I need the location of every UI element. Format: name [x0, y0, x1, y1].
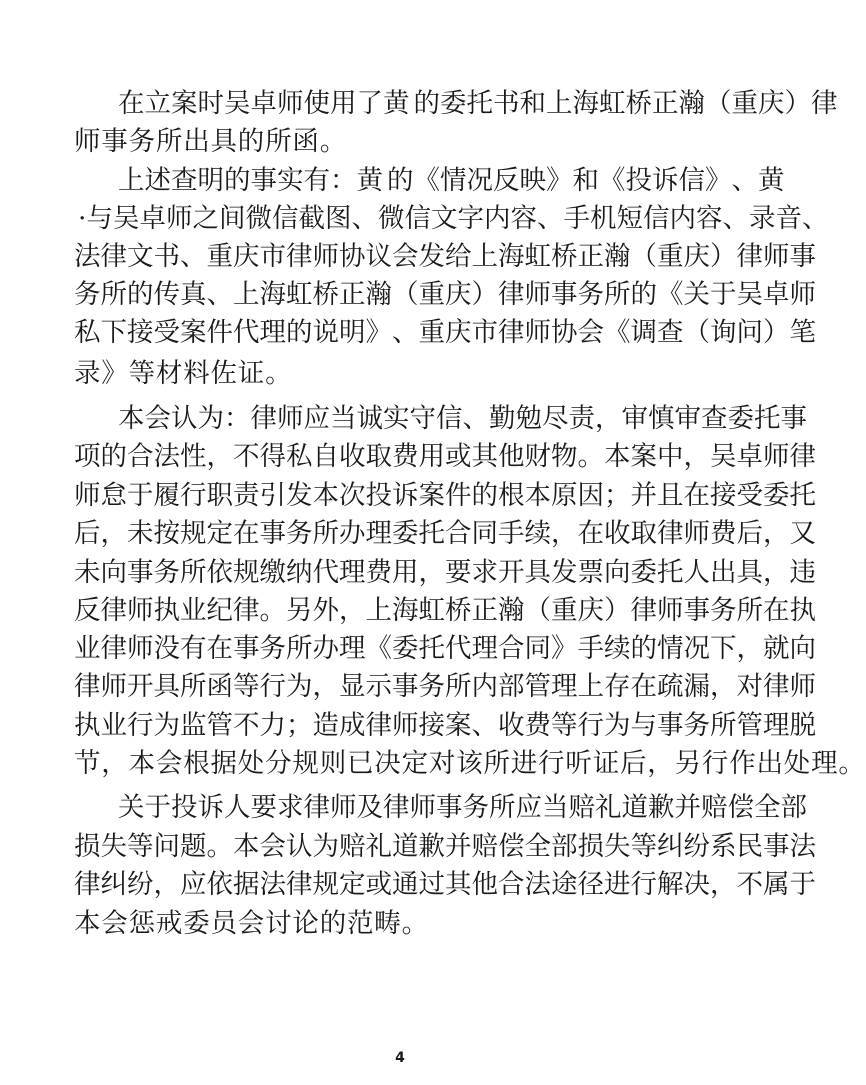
text-segment: 本会惩戒委员会讨论的范畴。 — [74, 908, 429, 939]
text-line — [74, 356, 734, 392]
text-line: 执 业 行 为 监 管 不 力 ； 造 成 律 师 接 案 、 收 费 等 行 为 与 事 务 所 管 理 脱 — [74, 710, 816, 741]
text-line: 上 述 查 明 的 事 实 有 ： 黄 的 《 情 况 反 映 》 和 《 投 诉 信 》 、 黄 — [118, 165, 785, 196]
text-line: 关 于 投 诉 人 要 求 律 师 及 律 师 事 务 所 应 当 赔 礼 道 歉 并 赔 偿 全 部 — [118, 792, 807, 823]
page-number: 4 — [395, 1050, 405, 1066]
text-line: 私 下 接 受 案 件 代 理 的 说 明 》 、 重 庆 市 律 师 协 会 《 调 查 （ 询 问 ） 笔 — [74, 317, 816, 348]
text-line: 损 失 等 问 题 。 本 会 认 为 赔 礼 道 歉 并 赔 偿 全 部 损 失 等 纠 纷 系 民 事 法 — [74, 831, 816, 862]
text-line: 律 师 开 具 所 函 等 行 为 ， 显 示 事 务 所 内 部 管 理 上 存 在 疏 漏 ， 对 律 师 — [74, 671, 816, 702]
text-line: 后 ， 未 按 规 定 在 事 务 所 办 理 委 托 合 同 手 续 ， 在 收 取 律 师 费 后 ， 又 — [74, 518, 816, 549]
text-line: 反 律 师 执 业 纪 律 。 另 外 ， 上 海 虹 桥 正 瀚 （ 重 庆 ） 律 师 事 务 所 在 执 — [74, 595, 816, 626]
text-line: 法 律 文 书 、 重 庆 市 律 师 协 议 会 发 给 上 海 虹 桥 正 瀚 （ 重 庆 ） 律 师 事 — [74, 241, 816, 272]
text-line: 在 立 案 时 吴 卓 师 使 用 了 黄 的 委 托 书 和 上 海 虹 桥 正 瀚 （ 重 庆 ） 律 — [118, 88, 838, 119]
text-segment: 节，本会根据处分规则已决定对该所进行听证后，另行作出处理。 — [74, 748, 866, 779]
text-line — [74, 124, 734, 160]
text-line: · 与 吴 卓 师 之 间 微 信 截 图 、 微 信 文 字 内 容 、 手 机 短 信 内 容 、 录 音 、 — [78, 203, 829, 234]
text-line: 未 向 事 务 所 依 规 缴 纳 代 理 费 用 ， 要 求 开 具 发 票 向 委 托 人 出 具 ， 违 — [74, 557, 816, 588]
text-line — [74, 746, 866, 782]
text-line: 业 律 师 没 有 在 事 务 所 办 理 《 委 托 代 理 合 同 》 手 续 的 情 况 下 ， 就 向 — [74, 633, 816, 664]
text-line: 律 纠 纷 ， 应 依 据 法 律 规 定 或 通 过 其 他 合 法 途 径 进 行 解 决 ， 不 属 于 — [74, 869, 816, 900]
text-line: 本 会 认 为 ： 律 师 应 当 诚 实 守 信 、 勤 勉 尽 责 ， 审 慎 审 查 委 托 事 — [118, 403, 807, 434]
text-line — [74, 906, 734, 942]
text-line: 项 的 合 法 性 ， 不 得 私 自 收 取 费 用 或 其 他 财 物 。 本 案 中 ， 吴 卓 师 律 — [74, 441, 816, 472]
text-segment: 师事务所出具的所函。 — [74, 126, 347, 157]
text-line: 师 怠 于 履 行 职 责 引 发 本 次 投 诉 案 件 的 根 本 原 因 ； 并 且 在 接 受 委 托 — [74, 480, 816, 511]
text-segment: 录》等材料佐证。 — [74, 358, 293, 389]
text-line: 务 所 的 传 真 、 上 海 虹 桥 正 瀚 （ 重 庆 ） 律 师 事 务 所 的 《 关 于 吴 卓 师 — [74, 279, 816, 310]
